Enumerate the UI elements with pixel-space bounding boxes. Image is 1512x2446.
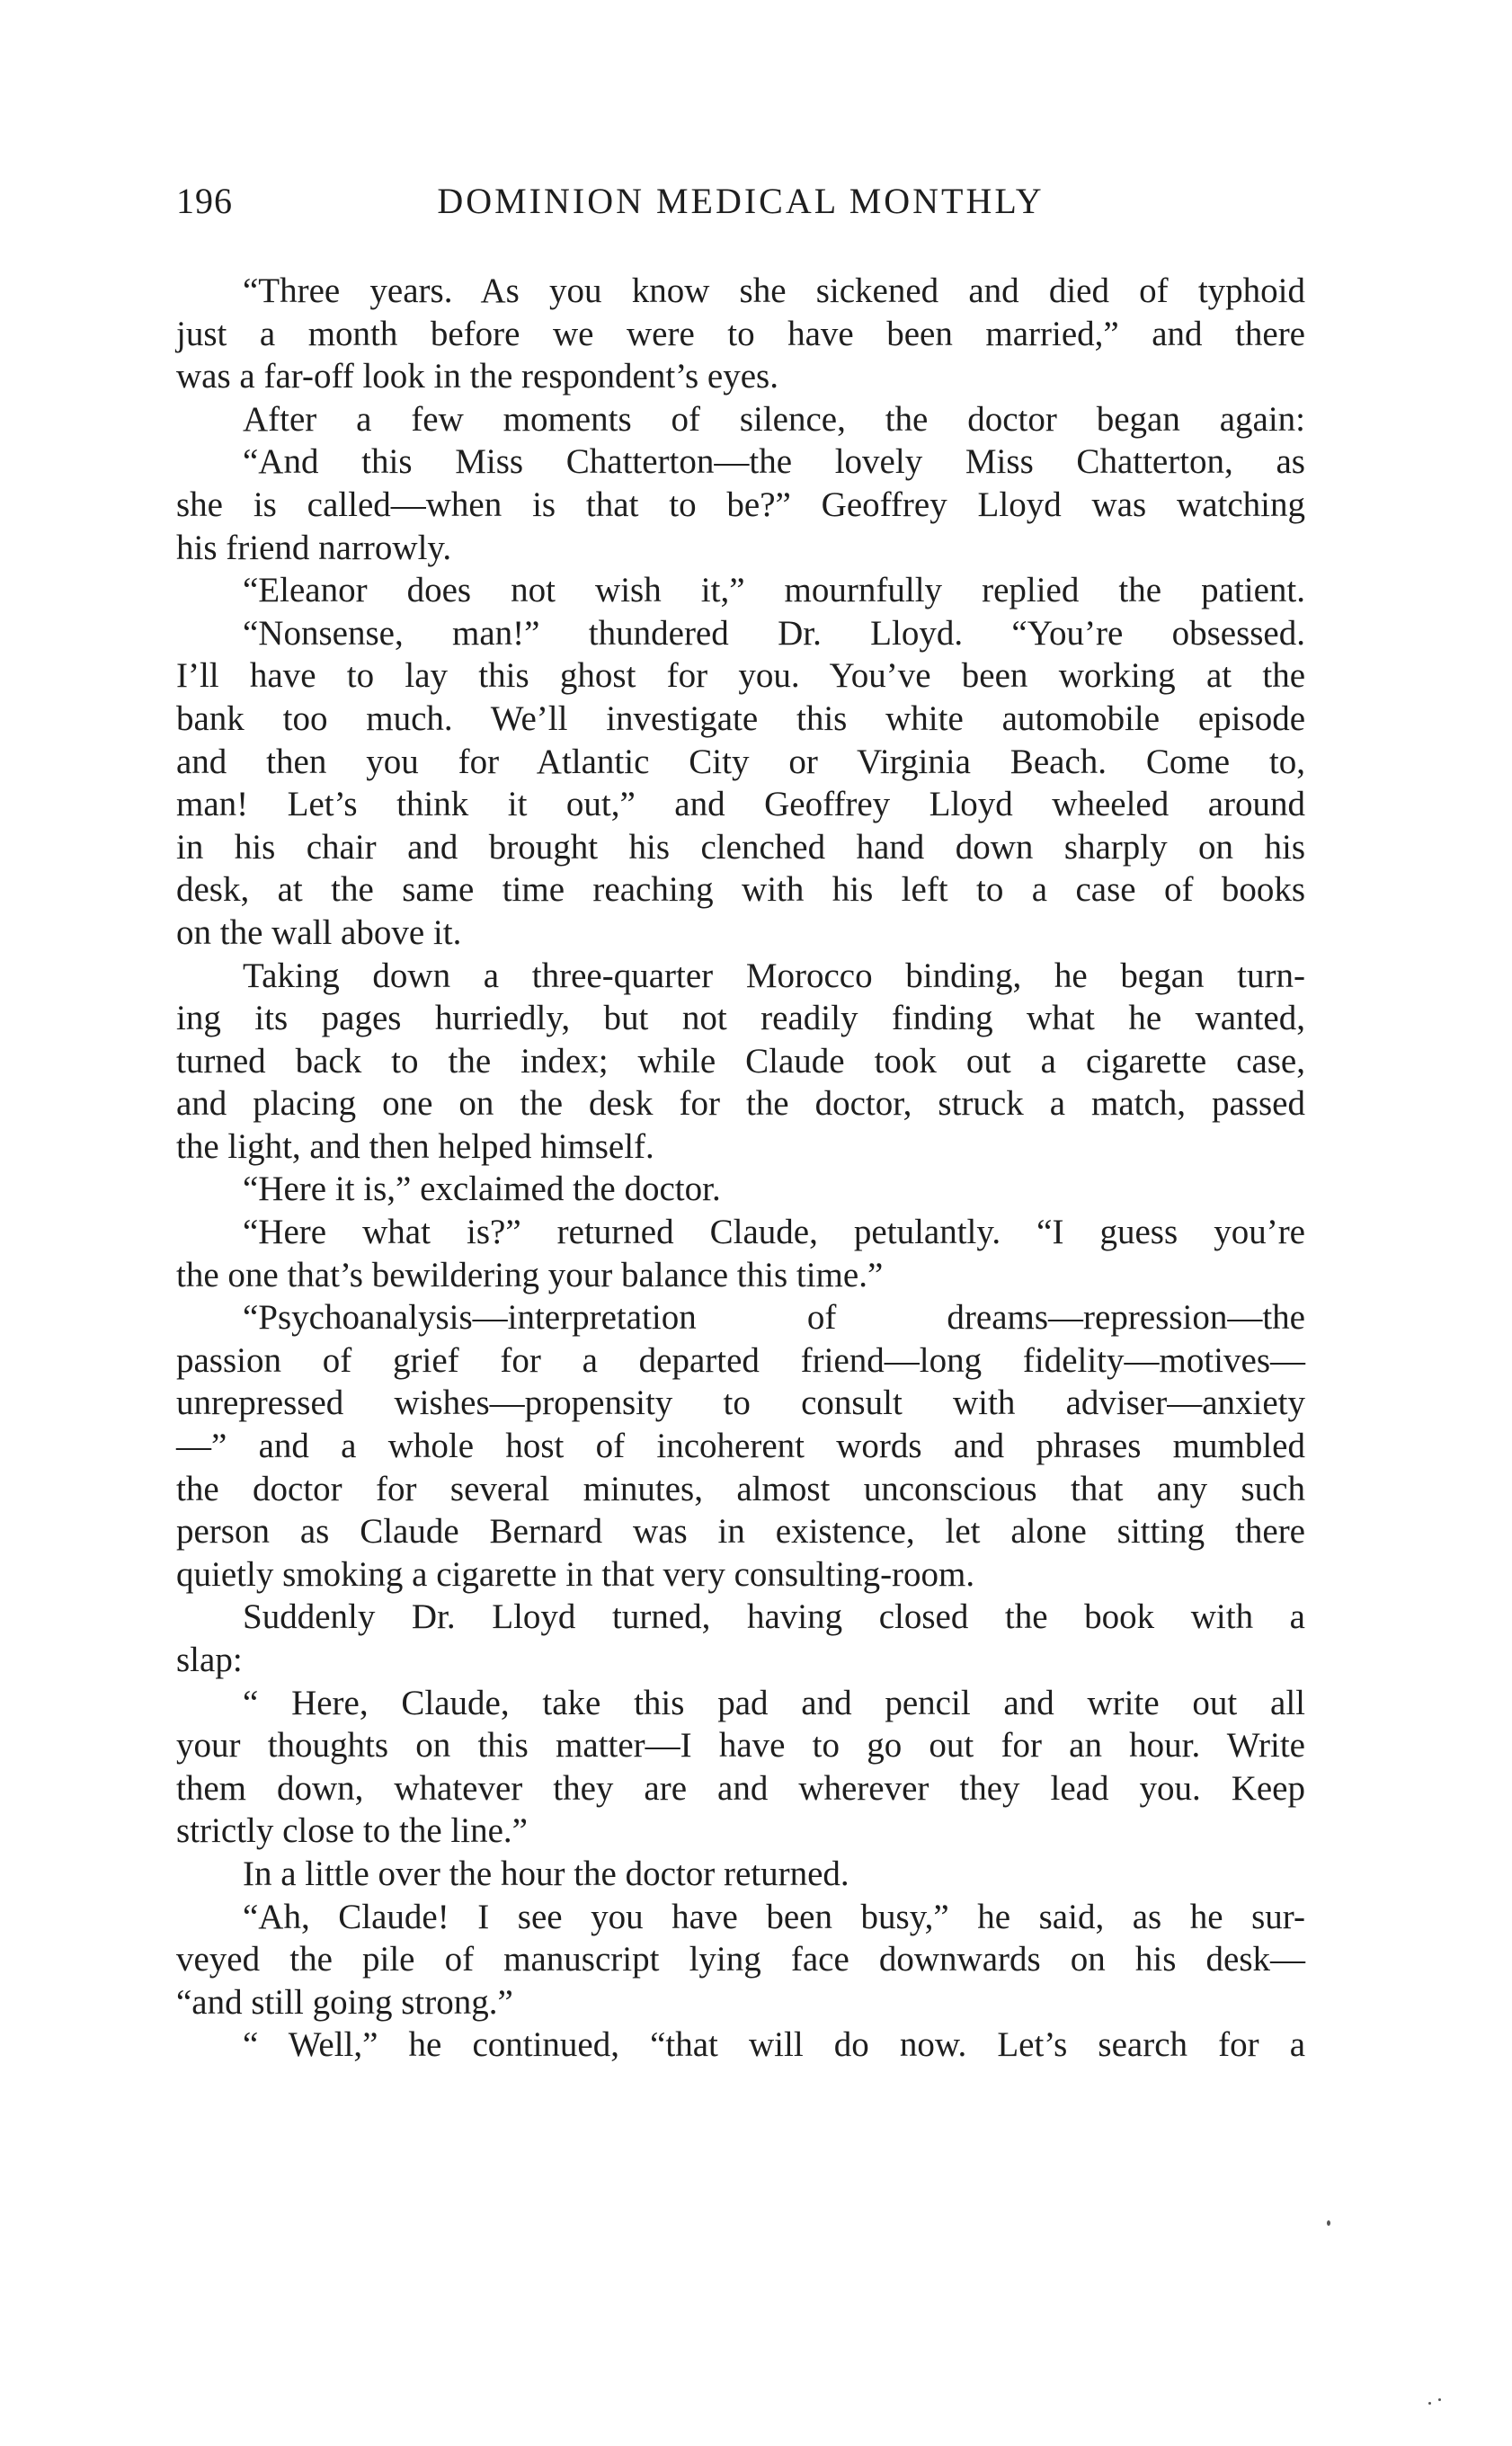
text-line: man! Let’s think it out,” and Geoffrey Lloyd wheeled around: [176, 785, 1305, 824]
text-line: “Here what is?” returned Claude, petulantly. “I guess you’re: [243, 1213, 1305, 1252]
text-line: was a far-off look in the respondent’s eyes.: [176, 357, 778, 396]
text-line: “Here it is,” exclaimed the doctor.: [243, 1170, 721, 1209]
text-line: she is called—when is that to be?” Geoffrey Lloyd was watching: [176, 485, 1305, 524]
text-line: his friend narrowly.: [176, 528, 452, 567]
text-line: In a little over the hour the doctor returned.: [243, 1854, 849, 1893]
text-line: “And this Miss Chatterton—the lovely Miss Chatterton, as: [243, 442, 1305, 482]
text-line: strictly close to the line.”: [176, 1811, 528, 1851]
text-line: I’ll have to lay this ghost for you. You’ve been working at the: [176, 656, 1305, 696]
text-line: —” and a whole host of incoherent words and phrases mumbled: [176, 1427, 1305, 1466]
text-line: unrepressed wishes—propensity to consult with adviser—anxiety: [176, 1383, 1305, 1423]
text-line: ing its pages hurriedly, but not readily finding what he wanted,: [176, 999, 1305, 1038]
text-line: “and still going strong.”: [176, 1982, 513, 2022]
text-line: and placing one on the desk for the doctor, struck a match, passed: [176, 1084, 1305, 1124]
body-text: [176, 270, 1305, 2067]
text-line: veyed the pile of manuscript lying face downwards on his desk—: [176, 1940, 1305, 1979]
text-line: Suddenly Dr. Lloyd turned, having closed the book with a: [243, 1597, 1305, 1637]
text-line: “ Well,” he continued, “that will do now. Let’s search for a: [243, 2025, 1305, 2065]
text-line: desk, at the same time reaching with his left to a case of books: [176, 870, 1305, 910]
text-line: “Psychoanalysis—interpretation of dreams—repression—the: [243, 1298, 1305, 1338]
text-line: and then you for Atlantic City or Virginia Beach. Come to,: [176, 742, 1305, 781]
scan-speck: [1428, 2402, 1431, 2405]
text-line: on the wall above it.: [176, 912, 462, 952]
text-line: person as Claude Bernard was in existence, let alone sitting there: [176, 1512, 1305, 1552]
scan-speck: [1327, 2220, 1330, 2226]
text-line: the doctor for several minutes, almost unconscious that any such: [176, 1469, 1305, 1508]
text-line: the light, and then helped himself.: [176, 1126, 654, 1166]
running-title: DOMINION MEDICAL MONTHLY: [437, 181, 1045, 221]
text-line: After a few moments of silence, the doctor began again:: [243, 399, 1305, 439]
text-line: passion of grief for a departed friend—long fidelity—motives—: [176, 1340, 1305, 1380]
text-line: bank too much. We’ll investigate this white automobile episode: [176, 698, 1305, 738]
page-number: 196: [176, 181, 233, 221]
page-header: [176, 180, 1305, 234]
text-line: them down, whatever they are and wherever they lead you. Keep: [176, 1768, 1305, 1808]
text-line: quietly smoking a cigarette in that very consulting-room.: [176, 1554, 975, 1594]
text-line: Taking down a three-quarter Morocco binding, he began turn-: [243, 956, 1305, 995]
text-line: slap:: [176, 1641, 243, 1679]
scan-speck: [1438, 2398, 1441, 2401]
text-line: your thoughts on this matter—I have to go out for an hour. Write: [176, 1726, 1305, 1766]
text-line: just a month before we were to have been married,” and there: [176, 314, 1305, 353]
text-line: “Eleanor does not wish it,” mournfully replied the patient.: [243, 571, 1305, 610]
text-line: “Ah, Claude! I see you have been busy,” he said, as he sur-: [243, 1897, 1305, 1936]
text-line: “ Here, Claude, take this pad and pencil and write out all: [243, 1683, 1305, 1722]
text-line: turned back to the index; while Claude took out a cigarette case,: [176, 1041, 1305, 1081]
text-line: “Nonsense, man!” thundered Dr. Lloyd. “You’re obsessed.: [243, 613, 1305, 653]
text-line: in his chair and brought his clenched hand down sharply on his: [176, 827, 1305, 867]
text-line: the one that’s bewildering your balance this time.”: [176, 1255, 884, 1294]
text-line: “Three years. As you know she sickened and died of typhoid: [243, 271, 1305, 310]
